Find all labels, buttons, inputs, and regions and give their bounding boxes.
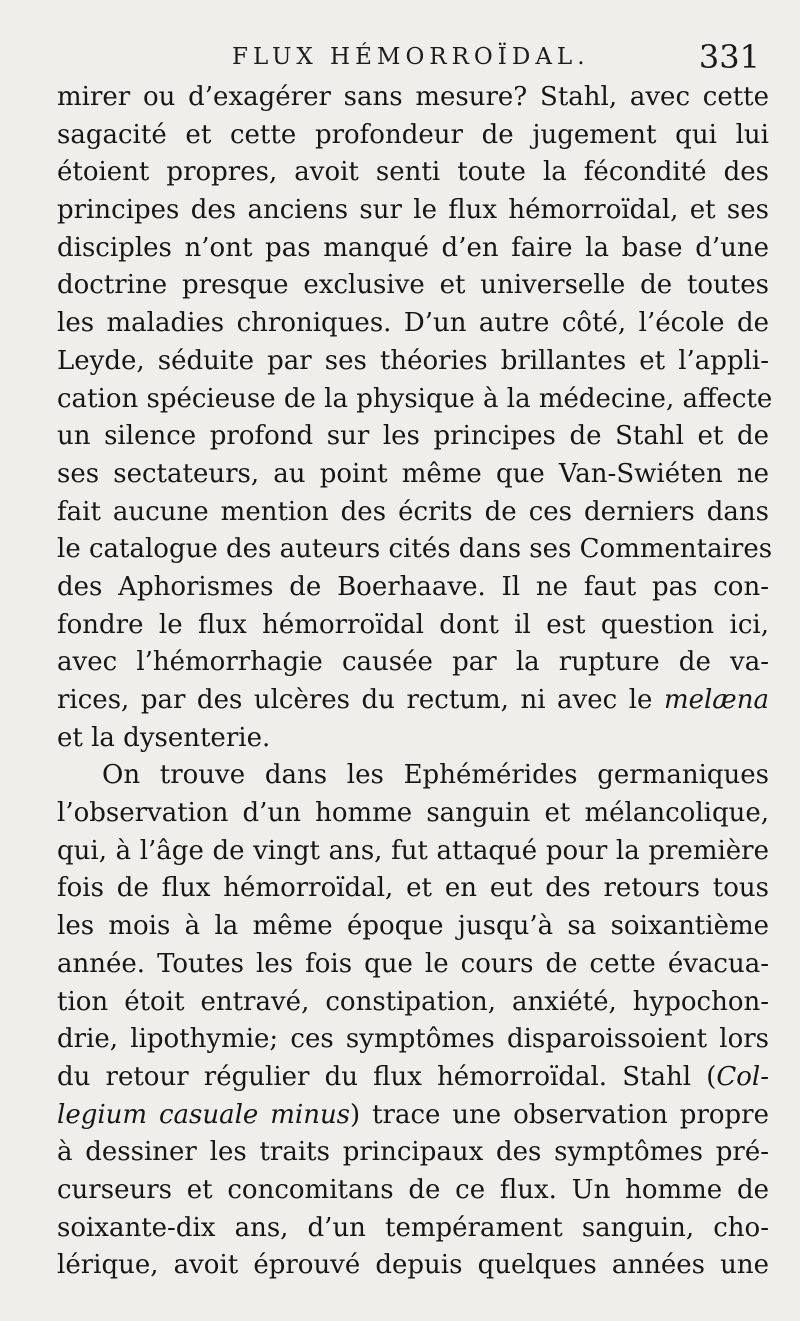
text-line: lérique, avoit éprouvé depuis quelques années une: [57, 1250, 769, 1281]
italic-title: legium casuale minus: [57, 1099, 351, 1130]
italic-title-fragment: Col-: [716, 1061, 769, 1092]
text-line: [57, 1097, 769, 1135]
text-line: sagacité et cette profondeur de jugement qui lui: [57, 119, 769, 150]
text-line: cation spécieuse de la physique à la médecine, affecte: [57, 383, 773, 414]
body-text: [57, 79, 773, 1285]
text-line: doctrine presque exclusive et universelle de toutes: [57, 270, 769, 301]
text-line: tion étoit entravé, constipation, anxiété, hypochon-: [57, 986, 769, 1017]
text-line: mirer ou d’exagérer sans mesure? Stahl, avec cette: [57, 82, 769, 112]
text-line: les maladies chroniques. D’un autre côté, l’école de: [57, 308, 769, 339]
text-line: curseurs et concomitans de ce flux. Un homme de: [57, 1174, 769, 1205]
text-line: principes des anciens sur le flux hémorroïdal, et ses: [57, 195, 769, 226]
line-text: ) trace une observation propre: [350, 1099, 769, 1130]
paragraph-start-line: On trouve dans les Ephémérides germaniques: [102, 760, 769, 791]
text-line: fois de flux hémorroïdal, et en eut des retours tous: [57, 873, 769, 904]
text-line: soixante-dix ans, d’un tempérament sanguin, cho-: [57, 1212, 769, 1243]
text-line: étoient propres, avoit senti toute la fécondité des: [57, 157, 769, 188]
page-number: 331: [698, 38, 760, 76]
text-line: disciples n’ont pas manqué d’en faire la base d’une: [57, 232, 769, 263]
text-line: ses sectateurs, au point même que Van-Swiéten ne: [57, 458, 769, 489]
italic-term-melaena: melæna: [663, 685, 769, 715]
text-line: à dessiner les traits principaux des symptômes pré-: [57, 1137, 769, 1168]
text-line: [57, 682, 769, 720]
line-text: rices, par des ulcères du rectum, ni avec le: [57, 685, 653, 715]
text-line: des Aphorismes de Boerhaave. Il ne faut pas con-: [57, 571, 769, 602]
text-line: et la dysenterie.: [57, 722, 271, 753]
text-line: drie, lipothymie; ces symptômes disparoissoient lors: [57, 1024, 769, 1055]
text-line: les mois à la même époque jusqu’à sa soixantième: [57, 911, 769, 942]
line-text: du retour régulier du flux hémorroïdal. Stahl (: [57, 1061, 717, 1092]
text-line: le catalogue des auteurs cités dans ses Commentaires: [57, 534, 773, 565]
text-line: fait aucune mention des écrits de ces derniers dans: [57, 496, 769, 527]
text-line: avec l’hémorrhagie causée par la rupture de va-: [57, 647, 769, 678]
page-header: [0, 38, 800, 82]
text-line: l’observation d’un homme sanguin et mélancolique,: [57, 798, 769, 829]
text-line: fondre le flux hémorroïdal dont il est question ici,: [57, 609, 769, 640]
running-head: FLUX HÉMORROÏDAL.: [232, 44, 590, 70]
text-line: Leyde, séduite par ses théories brillantes et l’appli-: [57, 345, 769, 376]
text-line: qui, à l’âge de vingt ans, fut attaqué pour la première: [57, 835, 769, 866]
text-line: [57, 1059, 769, 1097]
text-line: année. Toutes les fois que le cours de cette évacua-: [57, 948, 769, 979]
text-line: un silence profond sur les principes de Stahl et de: [57, 421, 769, 452]
